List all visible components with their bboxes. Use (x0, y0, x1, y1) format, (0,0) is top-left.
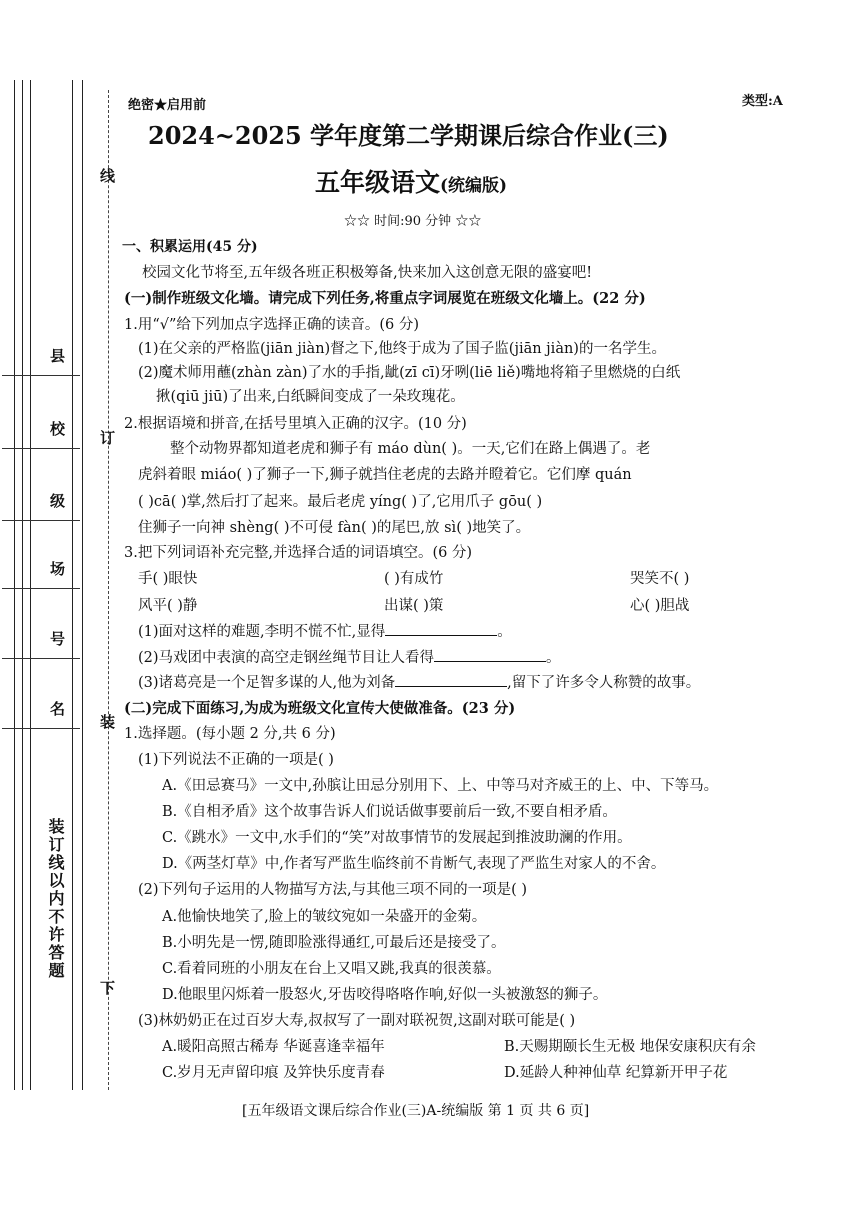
subject-edition: (统编版) (440, 176, 508, 196)
answer-blank[interactable] (385, 621, 497, 636)
question-stem: 1.选择题。(每小题 2 分,共 6 分) (124, 726, 336, 742)
question-line: 虎斜着眼 miáo( )了狮子一下,狮子就挡住老虎的去路并瞪着它。它们摩 quán (138, 467, 632, 483)
word-item: 心( )胆战 (630, 598, 690, 614)
fill-sentence (138, 620, 512, 641)
subject-name: 五年级语文 (315, 168, 441, 197)
exam-title: 2024~2025 学年度第二学期课后综合作业(三) (148, 121, 669, 150)
field-line (2, 520, 80, 521)
answer-blank[interactable] (434, 647, 546, 662)
binding-line (30, 80, 31, 1090)
field-county: 县 (50, 347, 66, 365)
question-line: 整个动物界都知道老虎和狮子有 máo dùn( )。一天,它们在路上偶遇了。老 (170, 441, 651, 457)
sentence-text: 。 (497, 624, 512, 640)
word-item: 风平( )静 (138, 598, 198, 614)
binding-mark: 装 (98, 714, 116, 731)
field-line (2, 588, 80, 589)
binding-line (82, 80, 83, 1090)
binding-line (14, 80, 15, 1090)
choice-option[interactable]: C.岁月无声留印痕 及笄快乐度青春 (162, 1065, 385, 1081)
word-item: 手( )眼快 (138, 571, 198, 587)
field-school: 校 (50, 420, 66, 438)
sentence-text: (3)诸葛亮是一个足智多谋的人,他为刘备 (138, 675, 396, 691)
fill-sentence (138, 646, 561, 667)
choice-question: (2)下列句子运用的人物描写方法,与其他三项不同的一项是( ) (138, 882, 528, 898)
question-stem: 1.用“√”给下列加点字选择正确的读音。(6 分) (124, 317, 420, 333)
field-name: 名 (50, 700, 66, 718)
question-line: 揪(qiū jiū)了出来,白纸瞬间变成了一朵玫瑰花。 (156, 389, 465, 405)
binding-line (72, 80, 73, 1090)
choice-option[interactable]: D.他眼里闪烁着一股怒火,牙齿咬得咯咯作响,好似一头被激怒的狮子。 (162, 987, 608, 1003)
choice-question: (1)下列说法不正确的一项是( ) (138, 752, 334, 768)
part-title: (二)完成下面练习,为成为班级文化宣传大使做准备。(23 分) (124, 700, 516, 717)
type-label: 类型:A (742, 94, 783, 109)
choice-option[interactable]: D.《两茎灯草》中,作者写严监生临终前不肯断气,表现了严监生对家人的不舍。 (162, 856, 666, 872)
choice-option[interactable]: C.看着同班的小朋友在台上又唱又跳,我真的很羡慕。 (162, 961, 501, 977)
field-line (2, 448, 80, 449)
binding-mark: 订 (98, 430, 116, 447)
section-intro: 校园文化节将至,五年级各班正积极筹备,快来加入这创意无限的盛宴吧! (142, 265, 593, 281)
binding-line (22, 80, 23, 1090)
word-item: 出谋( )策 (384, 598, 444, 614)
choice-option[interactable]: B.小明先是一愣,随即脸涨得通红,可最后还是接受了。 (162, 935, 506, 951)
part-title: (一)制作班级文化墙。请完成下列任务,将重点字词展览在班级文化墙上。(22 分) (124, 290, 646, 307)
field-line (2, 658, 80, 659)
field-line (2, 375, 80, 376)
sentence-text: (2)马戏团中表演的高空走钢丝绳节目让人看得 (138, 650, 435, 666)
binding-mark: 线 (98, 168, 116, 185)
word-item: ( )有成竹 (384, 571, 444, 587)
question-stem: 2.根据语境和拼音,在括号里填入正确的汉字。(10 分) (124, 416, 467, 432)
subject-title (315, 163, 507, 199)
question-line: (2)魔术师用蘸(zhàn zàn)了水的手指,龇(zī cī)牙咧(liē liě)嘴地将箱子里燃烧的白纸 (138, 365, 681, 381)
page-footer: [五年级语文课后综合作业(三)A-统编版 第 1 页 共 6 页] (242, 1103, 590, 1119)
field-room: 场 (50, 560, 66, 578)
field-class: 级 (50, 492, 66, 510)
question-line: 住狮子一向神 shèng( )不可侵 fàn( )的尾巴,放 sì( )地笑了。 (138, 520, 531, 536)
sentence-text: ,留下了许多令人称赞的故事。 (507, 675, 701, 691)
question-stem: 3.把下列词语补充完整,并选择合适的词语填空。(6 分) (124, 545, 473, 561)
section-title: 一、积累运用(45 分) (122, 239, 258, 255)
field-number: 号 (50, 630, 66, 648)
answer-blank[interactable] (395, 672, 507, 687)
choice-option[interactable]: D.延龄人种神仙草 纪算新开甲子花 (504, 1065, 728, 1081)
choice-option[interactable]: A.《田忌赛马》一文中,孙膑让田忌分别用下、上、中等马对齐威王的上、中、下等马。 (162, 778, 719, 794)
fill-sentence (138, 671, 700, 692)
choice-option[interactable]: C.《跳水》一文中,水手们的“笑”对故事情节的发展起到推波助澜的作用。 (162, 830, 632, 846)
sentence-text: (1)面对这样的难题,李明不慌不忙,显得 (138, 624, 386, 640)
choice-option[interactable]: A.他愉快地笑了,脸上的皱纹宛如一朵盛开的金菊。 (162, 909, 487, 925)
field-line (2, 728, 80, 729)
word-item: 哭笑不( ) (630, 571, 690, 587)
secret-label: 绝密★启用前 (128, 98, 207, 113)
binding-mark: 下 (98, 980, 116, 997)
sentence-text: 。 (546, 650, 561, 666)
choice-option[interactable]: B.《自相矛盾》这个故事告诉人们说话做事要前后一致,不要自相矛盾。 (162, 804, 617, 820)
choice-question: (3)林奶奶正在过百岁大寿,叔叔写了一副对联祝贺,这副对联可能是( ) (138, 1013, 576, 1029)
question-line: ( )cā( )掌,然后打了起来。最后老虎 yíng( )了,它用爪子 gōu( ) (138, 494, 543, 510)
question-line: (1)在父亲的严格监(jiān jiàn)督之下,他终于成为了国子监(jiān jiàn)的一名学生。 (138, 341, 666, 357)
choice-option[interactable]: B.天赐期颐长生无极 地保安康积庆有余 (504, 1039, 756, 1055)
choice-option[interactable]: A.暖阳高照古稀寿 华诞喜逢幸福年 (162, 1039, 385, 1055)
time-label: ☆☆ 时间:90 分钟 ☆☆ (344, 214, 482, 229)
cut-line (108, 90, 109, 1090)
binding-notice: 装订线以内不许答题 (46, 818, 65, 980)
